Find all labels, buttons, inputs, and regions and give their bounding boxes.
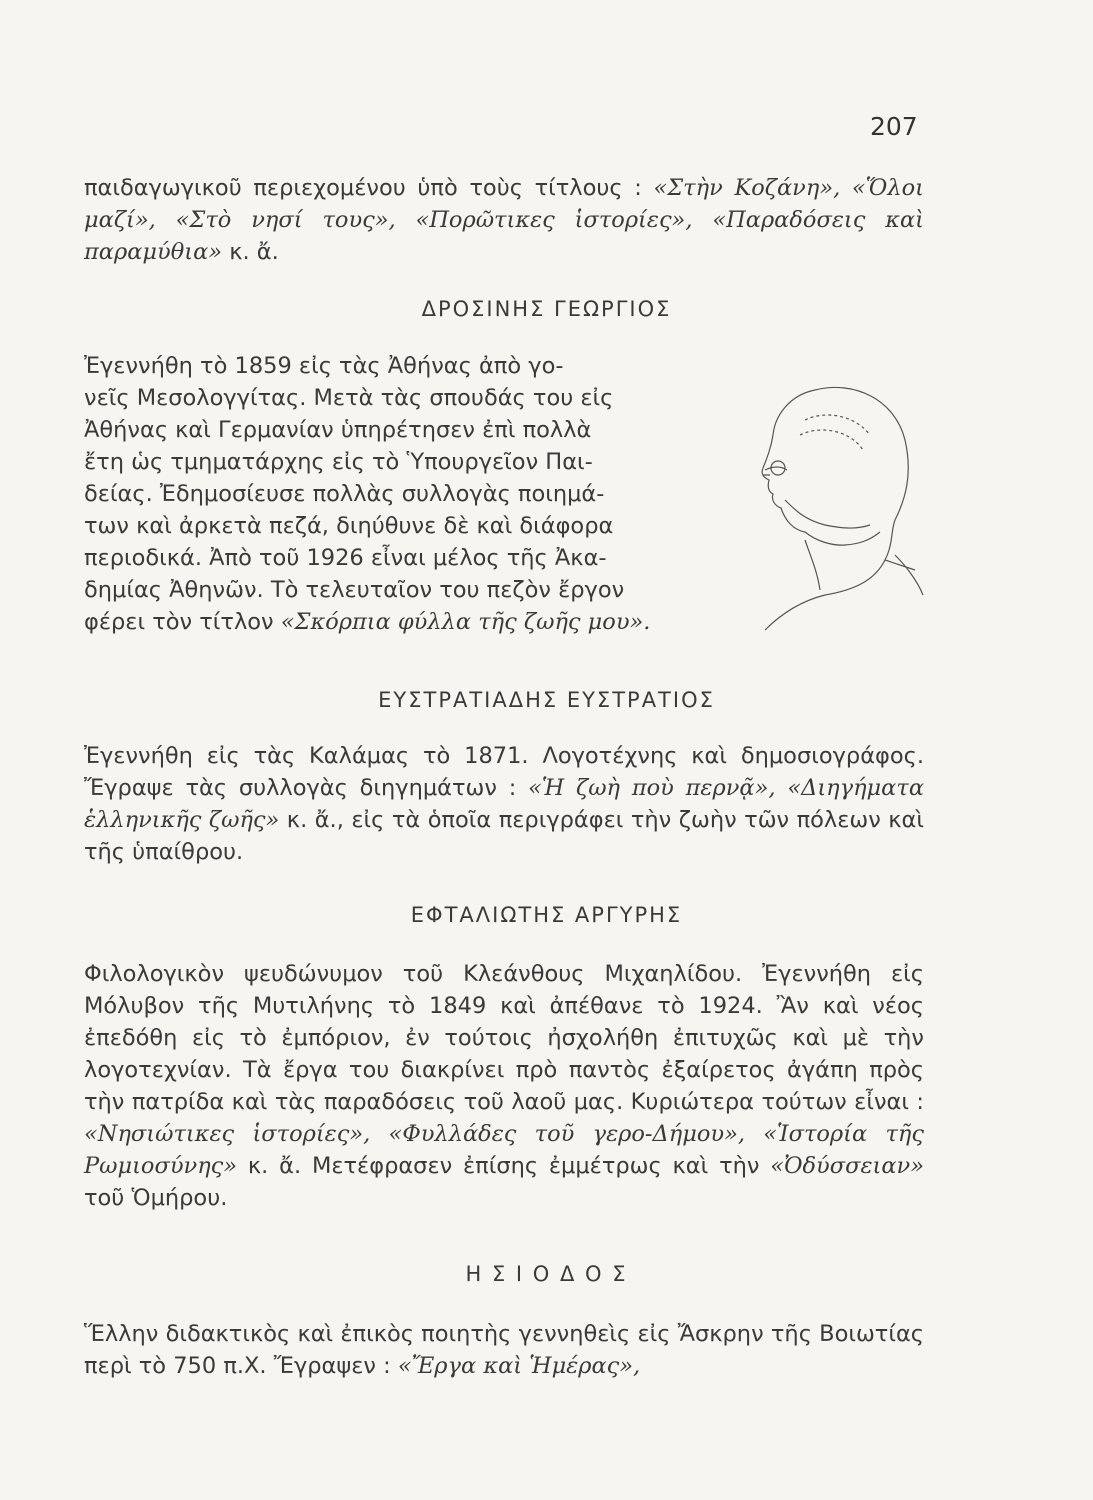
title: «Διηγήματα ἑλληνικῆς ζωῆς» [84,775,925,833]
line: δείας. Ἐδημοσίευσε πολλὰς συλλογὰς ποιημά- [84,481,605,507]
line: περιοδικά. Ἀπὸ τοῦ 1926 εἶναι μέλος τῆς Ἀκα- [84,545,607,571]
line: Ἐγεννήθη τὸ 1859 εἰς τὰς Ἀθήνας ἀπὸ γο- [84,353,564,379]
text: Ἐγεννήθη εἰς τὰς Καλάμας τὸ 1871. Λογοτέχνης καὶ δημοσιογράφος. Ἔγραψε τὰς συλλογὰς διηγημάτων : [84,743,924,801]
page-number: 207 [870,112,918,141]
intro-paragraph [84,172,924,268]
heading-eftaliotis: ΕΦΤΑΛΙΩΤΗΣ ΑΡΓΥΡΗΣ [410,903,683,927]
text: κ. ἄ., εἰς τὰ ὁποῖα περιγράφει τὴν ζωὴν τῶν πόλεων καὶ τῆς ὑπαίθρου. [84,807,925,865]
line: Ἀθήνας καὶ Γερμανίαν ὑπηρέτησεν ἐπὶ πολλὰ [84,417,592,443]
heading-drosinis: ΔΡΟΣΙΝΗΣ ΓΕΩΡΓΙΟΣ [421,297,672,321]
last-text: φέρει τὸν τίτλον [84,609,281,635]
text: Φιλολογικὸν ψευδώνυμον τοῦ Κλεάνθους Μιχαηλίδου. Ἐγεννήθη εἰς Μόλυβον τῆς Μυτιλήνης τὸ 1849 καὶ ἀπέθανε τὸ 1924. Ἂν καὶ νέος ἐπεδόθη εἰς τὸ ἐμπόριον, ἐν τούτοις ἠσχολήθη ἐπιτυχῶς καὶ μὲ τὴν λογοτεχνίαν. Τὰ ἔργα του διακρίνει πρὸ παντὸς ἐξαίρετος ἀγάπη πρὸς τὴν πατρίδα καὶ τὰς παραδόσεις τοῦ λαοῦ μας. Κυριώτερα τούτων εἶναι : [84,961,924,1115]
text: Ἕλλην διδακτικὸς καὶ ἐπικὸς ποιητὴς γεννηθεὶς εἰς Ἄσκρην τῆς Βοιωτίας περὶ τὸ 750 π.Χ. Ἔγραψεν : [84,1321,924,1379]
line: ἔτη ὡς τμηματάρχης εἰς τὸ Ὑπουργεῖον Παι- [84,449,593,475]
paragraph-eftaliotis [84,958,924,1214]
paragraph-hesiod [84,1318,924,1382]
line-last [84,606,744,638]
heading-efstratiadis: ΕΥΣΤΡΑΤΙΑΔΗΣ ΕΥΣΤΡΑΤΙΟΣ [378,688,715,712]
last-title: «Σκόρπια φύλλα τῆς ζωῆς μου». [280,609,651,635]
intro-titles: «Στὴν Κοζάνη», «Ὅλοι μαζί», «Στὸ νησί τους», «Πορῶτικες ἱστορίες», «Παραδόσεις καὶ παραμύθια» [84,175,924,265]
title: «Νησιώτικες ἱστορίες», «Φυλλάδες τοῦ γερο-Δήμου», «Ἱστορία τῆς Ρωμιοσύνης» [84,1121,924,1179]
intro-text: παιδαγωγικοῦ περιεχομένου ὑπὸ τοὺς τίτλους : [84,175,654,201]
line: νεῖς Μεσολογγίτας. Μετὰ τὰς σπουδάς του εἰς [84,385,614,411]
heading-hesiod: Η Σ Ι Ο Δ Ο Σ [465,1262,628,1286]
line: δημίας Ἀθηνῶν. Τὸ τελευταῖον του πεζὸν ἔργον [84,577,625,603]
line: των καὶ ἀρκετὰ πεζά, διηύθυνε δὲ καὶ διάφορα [84,513,614,539]
text: κ. ἄ. Μετέφρασεν ἐπίσης ἐμμέτρως καὶ τὴν [237,1153,771,1179]
title: «Ὀδύσσειαν» [770,1153,924,1179]
portrait-illustration [745,380,925,640]
text: τοῦ Ὁμήρου. [84,1185,228,1211]
title: «Ἡ ζωὴ ποὺ περνᾷ», [528,775,776,801]
intro-tail: κ. ἄ. [222,239,279,265]
paragraph-efstratiadis [84,740,924,868]
paragraph-drosinis [84,350,744,638]
title: «Ἔργα καὶ Ἡμέρας», [397,1353,641,1379]
